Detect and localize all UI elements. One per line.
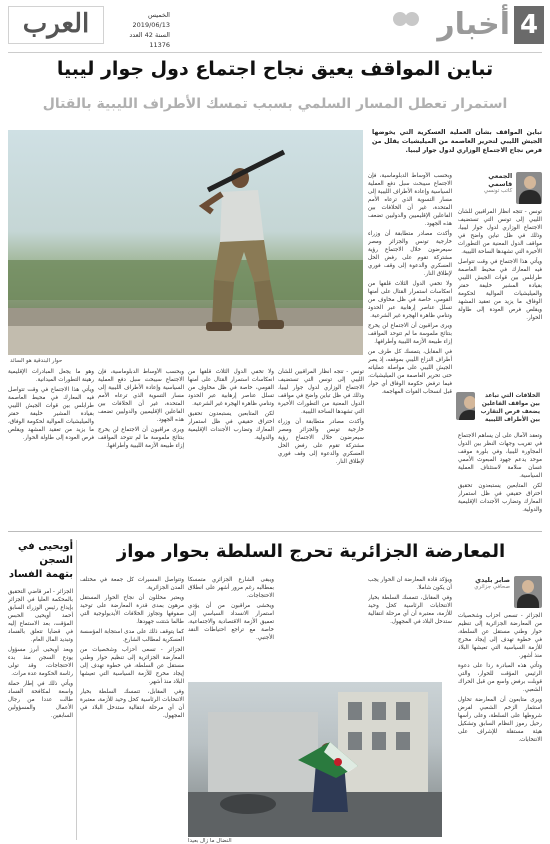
pullquote-box <box>456 392 540 424</box>
section-title: أخبار <box>437 7 510 42</box>
paragraph: ويرى مراقبون أن الاجتماع لن يخرج بنتائج ملموسة ما لم تتوحد المواقف إزاء طبيعة الأزمة الليبية وأطرافها. <box>98 427 184 449</box>
story2-column-3 <box>188 576 274 680</box>
pullquote-text: الخلافات التي تباعد بين مواقف الفاعلين يضعف فرص التقارب بين الأطراف الليبية <box>480 393 540 423</box>
header-divider <box>8 52 542 53</box>
story2-headline: المعارضة الجزائرية تحرج السلطة بحوار مواز <box>116 541 506 562</box>
story1-author-box <box>466 172 542 204</box>
story1-bottom-col-a <box>8 368 94 528</box>
story1-photo <box>8 130 363 355</box>
quote-avatar <box>456 392 475 420</box>
story2-column-2 <box>368 576 452 680</box>
paragraph: وهو ما يجعل المبادرات الإقليمية رهينة التطورات الميدانية. <box>8 369 94 383</box>
paragraph: ولا تخفي الدول الثلاث قلقها من انعكاسات استمرار القتال على أمنها القومي، خاصة في ظل مخاوف من تسلل عناصر إرهابية عبر الحدود وتنامي ظاهرة الهجرة غير الشرعية. <box>188 369 274 407</box>
author-avatar <box>516 172 542 204</box>
sidebar-divider <box>76 540 77 840</box>
paragraph: ويؤكد قادة المعارضة أن الحوار يجب أن يكون شاملا. <box>368 577 452 591</box>
paragraph: تونس - تتجه أنظار المراقبين للشأن الليبي إلى تونس التي تستضيف الاجتماع الوزاري لدول جوار ليبيا، وذلك في ظل تباين واضح في مواقف الدول المعنية من التطورات الأخيرة التي تشهدها الساحة الليبية. <box>278 369 364 415</box>
paragraph: وتعقد الآمال على أن يساهم الاجتماع في تقريب وجهات النظر بين الدول المجاورة لليبيا، وفي بلورة موقف موحد يدعم جهود المبعوث الأممي غسان سلامة لاستئناف العملية السياسية. <box>458 433 542 479</box>
story-divider <box>8 531 542 532</box>
masthead-logo: العرب <box>8 6 104 44</box>
story2-column-1 <box>458 612 542 840</box>
story1-photo-caption: حوار البندقية هو السائد <box>10 358 63 364</box>
paragraph: ويرى مراقبون أن الاجتماع لن يخرج بنتائج ملموسة ما لم تتوحد المواقف إزاء طبيعة الأزمة الليبية وأطرافها. <box>368 323 452 345</box>
date-line: الخميس 2019/06/13 <box>132 11 170 29</box>
paragraph: لكن المتابعين يستبعدون تحقيق اختراق حقيقي في ظل استمرار المعارك وتضارب الأجندات الإقليمية والدولية. <box>188 411 274 441</box>
paragraph: ولا تخفي الدول الثلاث قلقها من انعكاسات استمرار القتال على أمنها القومي، خاصة في ظل مخاوف من تسلل عناصر إرهابية عبر الحدود وتنامي ظاهرة الهجرة غير الشرعية. <box>368 281 452 319</box>
paragraph: ويبقى الشارع الجزائري متمسكا بمطالبه رغم مرور أشهر على انطلاق الاحتجاجات. <box>188 577 274 599</box>
paragraph: وبحسب الأوساط الدبلوماسية، فإن الاجتماع سيبحث سبل دفع العملية السياسية وإعادة الأطراف الليبية إلى مسار التسوية الذي ترعاه الأمم المتحدة، غير أن الخلافات بين الفاعلين الإقليميين والدوليين تضعف هذه الجهود. <box>98 369 184 423</box>
paragraph: وبحسب الأوساط الدبلوماسية، فإن الاجتماع سيبحث سبل دفع العملية السياسية وإعادة الأطراف الليبية إلى مسار التسوية الذي ترعاه الأمم المتحدة، غير أن الخلافات بين الفاعلين الإقليميين والدوليين تضعف هذه الجهود. <box>368 173 452 227</box>
protest-photo-illustration <box>188 682 442 837</box>
story2-author-box <box>466 576 542 608</box>
author-role: كاتب تونسي <box>483 188 513 194</box>
author-name: الجمعي قاسمي <box>488 172 513 188</box>
story2-photo-caption: النضال ما زال بعيدا <box>188 838 232 844</box>
story2-photo <box>188 682 442 837</box>
story2-column-4 <box>80 576 184 840</box>
paragraph: كما يتوقف ذلك على مدى استجابة المؤسسة العسكرية لمطالب الشارع. <box>80 629 184 643</box>
story1-column-2 <box>368 172 452 530</box>
paragraph: ويأتي هذا الاجتماع في وقت تتواصل فيه المعارك في محيط العاصمة طرابلس بين قوات الجيش الليبي بقيادة المشير خليفة حفتر والميليشيات الموالية لحكومة الوفاق، ما يزيد من تعقيد المشهد ويقلص فرص العودة إلى طاولة الحوار. <box>8 387 94 441</box>
issue-line: السنة 42 العدد 11376 <box>129 31 170 49</box>
page-number: 4 <box>514 6 544 44</box>
paragraph: الجزائر - تسعى أحزاب وشخصيات من المعارضة الجزائرية إلى تنظيم حوار وطني مستقل عن السلطة، في خطوة تهدف إلى إيجاد مخرج للأزمة السياسية التي تعيشها البلاد منذ أشهر. <box>80 647 184 685</box>
paragraph: ويخشى مراقبون من أن يؤدي استمرار الانسداد السياسي إلى تعميق الأزمة الاقتصادية والاجتماعية، خاصة مع تراجع احتياطات النقد الأجنبي. <box>188 603 274 641</box>
paragraph: وفي المقابل، تتمسك السلطة بخيار الانتخابات الرئاسية كحل وحيد للأزمة، معتبرة أن أي مرحلة انتقالية ستدخل البلاد في المجهول. <box>80 689 184 719</box>
story1-column-1 <box>458 208 542 388</box>
sidebar-box <box>8 540 73 840</box>
paragraph: وأكدت مصادر متطابقة أن وزراء خارجية تونس والجزائر ومصر سيعرضون خلال الاجتماع رؤية مشتركة تقوم على رفض الحل العسكري والدعوة إلى وقف فوري لإطلاق النار. <box>278 419 364 465</box>
story1-bottom-col-d <box>278 368 364 528</box>
story1-column-1b <box>458 432 542 528</box>
paragraph: ويعد أويحيى أبرز مسؤول يودع السجن منذ بدء الاحتجاجات، وقد تولى رئاسة الحكومة عدة مرات. <box>8 647 73 677</box>
story1-subheadline: استمرار تعطل المسار السلمي بسبب تمسك الأطراف الليبية بالقتال <box>42 96 508 112</box>
paragraph: وفي المقابل، تتمسك السلطة بخيار الانتخابات الرئاسية كحل وحيد للأزمة، معتبرة أن أي مرحلة انتقالية ستدخل البلاد في المجهول. <box>368 595 452 625</box>
paragraph: وتأتي هذه المبادرة ردا على دعوة الرئيس المؤقت للحوار، والتي قوبلت برفض واسع من قبل الحراك الشعبي. <box>458 663 542 693</box>
author-avatar <box>514 576 542 608</box>
paragraph: وأكدت مصادر متطابقة أن وزراء خارجية تونس والجزائر ومصر سيعرضون خلال الاجتماع رؤية مشتركة تقوم على رفض الحل العسكري والدعوة إلى وقف فوري لإطلاق النار. <box>368 231 452 277</box>
paragraph: ويرى متابعون أن المعارضة تحاول استثمار الزخم الشعبي لفرض شروطها على السلطة، وعلى رأسها رحيل رموز النظام السابق وتشكيل هيئة مستقلة للإشراف على الانتخابات. <box>458 697 542 743</box>
story1-bottom-col-c <box>188 368 274 528</box>
story1-bottom-col-b <box>98 368 184 528</box>
paragraph: الجزائر - تسعى أحزاب وشخصيات من المعارضة الجزائرية إلى تنظيم حوار وطني مستقل عن السلطة، في خطوة تهدف إلى إيجاد مخرج للأزمة السياسية التي تعيشها البلاد منذ أشهر. <box>458 613 542 659</box>
story1-headline: تباين المواقف يعيق نجاح اجتماع دول جوار ليبيا <box>56 58 494 80</box>
paragraph: وتتواصل المسيرات كل جمعة في مختلف المدن الجزائرية. <box>80 577 184 591</box>
author-name: صابر بليدي <box>475 576 510 584</box>
paragraph: تونس - تتجه أنظار المراقبين للشأن الليبي إلى تونس التي تستضيف الاجتماع الوزاري لدول جوار ليبيا، وذلك في ظل تباين واضح في مواقف الدول المعنية من التطورات الأخيرة التي تشهدها الساحة الليبية. <box>458 209 542 255</box>
author-role: صحافي جزائري <box>474 584 510 590</box>
paragraph: في المقابل، يتمسك كل طرف من أطراف النزاع الليبي بموقفه، إذ يصر الجيش الليبي على مواصلة عملياته حتى تحرير العاصمة من الميليشيات، فيما ترفض حكومة الوفاق أي حوار قبل انسحاب القوات المهاجمة. <box>368 349 452 395</box>
sidebar-title-line1: أويحيى في السجن <box>18 541 73 566</box>
date-block <box>110 10 170 50</box>
paragraph: لكن المتابعين يستبعدون تحقيق اختراق حقيقي في ظل استمرار المعارك وتضارب الأجندات الإقليمية والدولية. <box>458 483 542 513</box>
paragraph: ويأتي هذا الاجتماع في وقت تتواصل فيه المعارك في محيط العاصمة طرابلس بين قوات الجيش الليبي بقيادة المشير خليفة حفتر والميليشيات الموالية لحكومة الوفاق، ما يزيد من تعقيد المشهد ويقلص فرص العودة إلى طاولة الحوار. <box>458 259 542 321</box>
sidebar-text <box>8 588 73 844</box>
soldier-photo-illustration <box>8 130 363 355</box>
paragraph: ويعتبر محللون أن نجاح الحوار المستقل مرهون بمدى قدرة المعارضة على توحيد صفوفها وتجاوز الخلافات الأيديولوجية التي طالما شتتت جهودها. <box>80 595 184 625</box>
story1-lead: تباين المواقف بشأن العملية العسكرية التي يخوضها الجيش الليبي لتحرير العاصمة من الميليشيات يقلل من فرص نجاح الاجتماع الوزاري لدول جوار ليبيا. <box>372 129 542 154</box>
sidebar-title-line2: بتهمة الفساد <box>8 569 73 580</box>
paragraph: الجزائر - أمر قاضي التحقيق بالمحكمة العليا في الجزائر بإيداع رئيس الوزراء السابق أحمد أويحيى الحبس المؤقت، بعد الاستماع إليه في قضايا تتعلق بالفساد وتبديد المال العام. <box>8 589 73 643</box>
paragraph: ويأتي ذلك في إطار حملة واسعة لمكافحة الفساد طالت عددا من رجال الأعمال والمسؤولين السابقين. <box>8 681 73 719</box>
quote-icon <box>392 10 420 28</box>
